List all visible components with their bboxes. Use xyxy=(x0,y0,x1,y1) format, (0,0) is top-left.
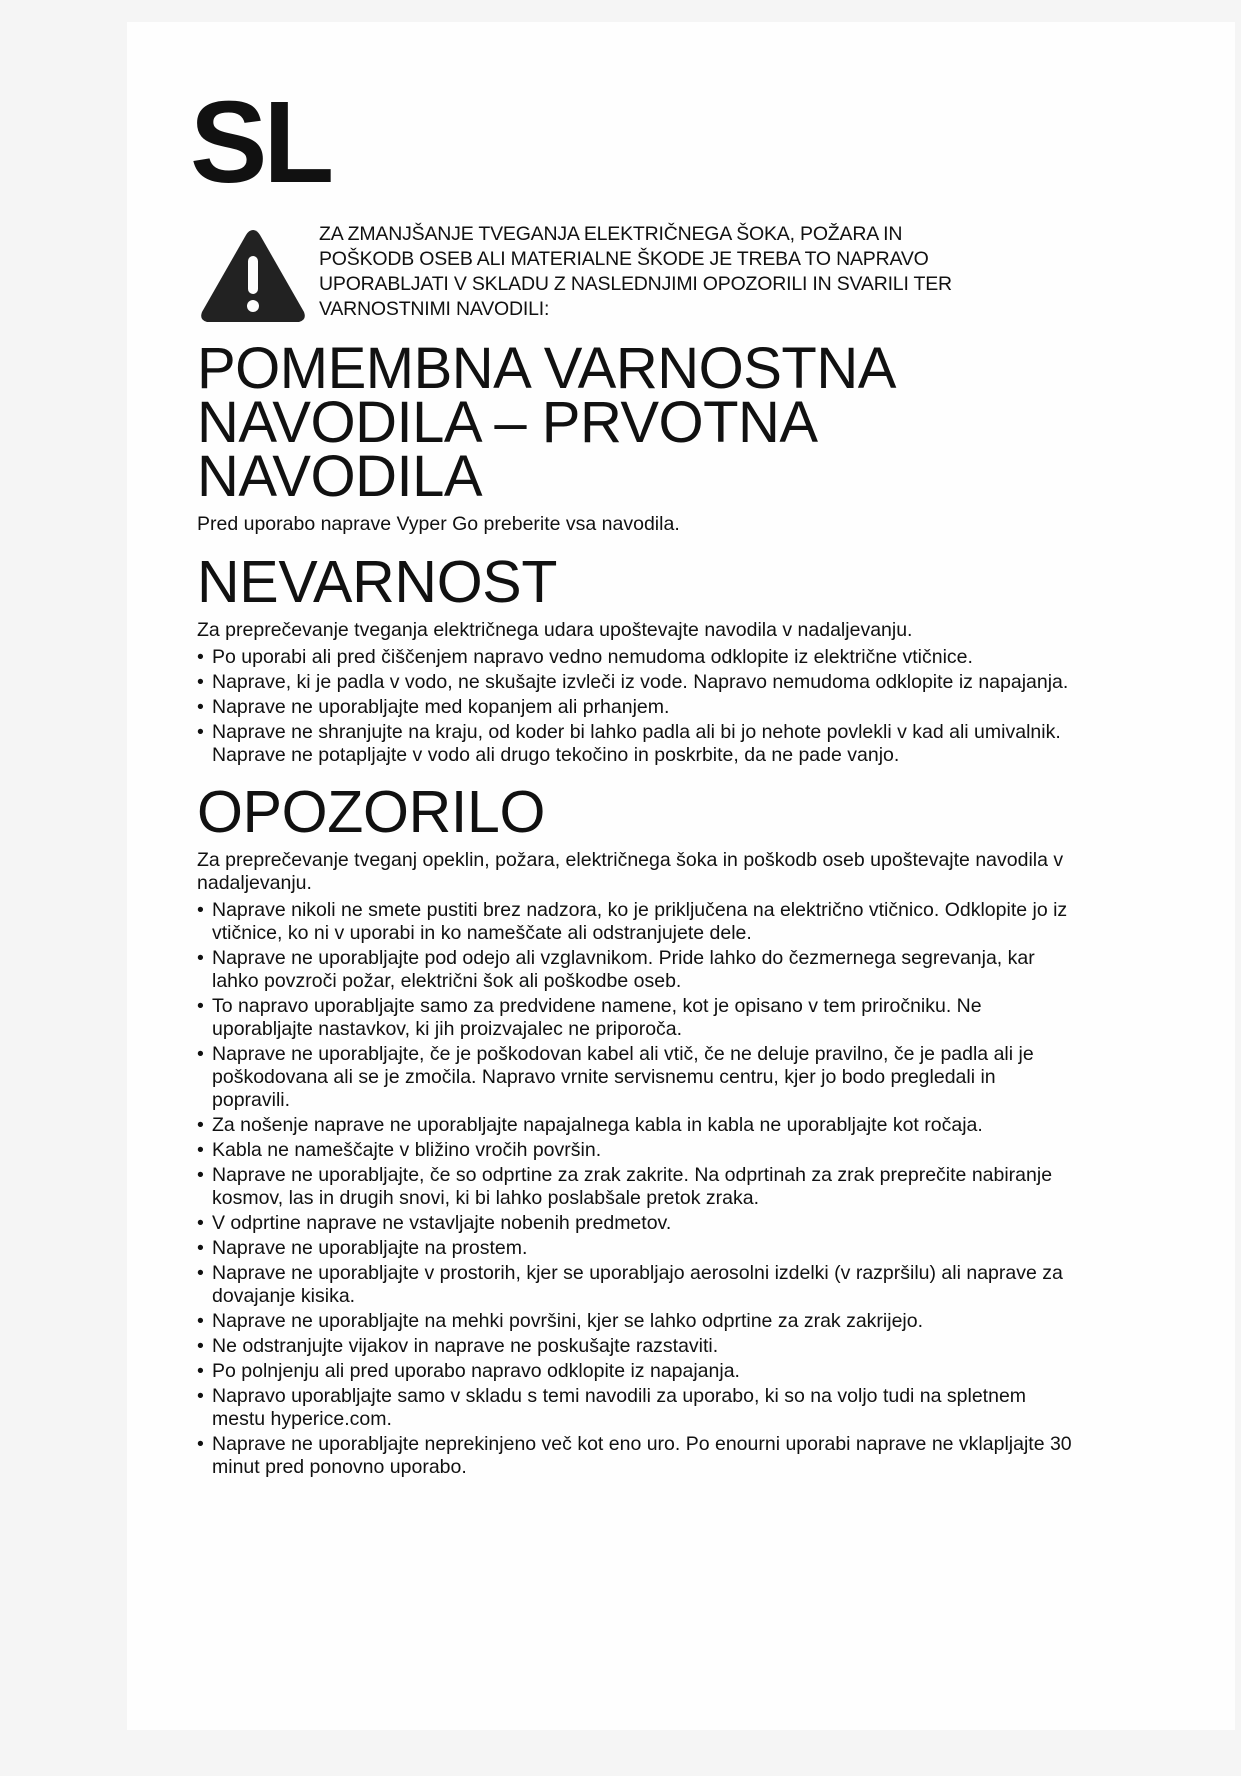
language-code: SL xyxy=(190,77,331,207)
list-item: • V odprtine naprave ne vstavljajte nobenih predmetov. xyxy=(197,1212,1077,1235)
list-item: • Naprave ne uporabljajte neprekinjeno več kot eno uro. Po enourni uporabi naprave ne vklapljajte 30 minut pred ponovno uporabo. xyxy=(197,1433,1077,1479)
list-item: • Po polnjenju ali pred uporabo napravo odklopite iz napajanja. xyxy=(197,1360,1077,1383)
main-title: POMEMBNA VARNOSTNA NAVODILA – PRVOTNA NAVODILA xyxy=(197,336,893,509)
list-item: • Po uporabi ali pred čiščenjem napravo vedno nemudoma odklopite iz električne vtičnice. xyxy=(197,646,1077,669)
list-item: • Naprave ne uporabljajte pod odejo ali vzglavnikom. Pride lahko do čezmernega segrevanja, kar lahko povzroči požar, električni šok ali poškodbe oseb. xyxy=(197,947,1077,993)
list-item: • Naprave ne shranjujte na kraju, od koder bi lahko padla ali bi jo nehote povlekli v kad ali umivalnik. Naprave ne potapljajte v vodo ali drugo tekočino in poskrbite, da ne pade vanjo. xyxy=(197,721,1077,767)
warning-section xyxy=(197,781,1077,1479)
danger-intro: Za preprečevanje tveganja električnega udara upoštevajte navodila v nadaljevanju. xyxy=(197,619,913,641)
warning-title: OPOZORILO xyxy=(197,779,546,845)
list-item: • Naprave nikoli ne smete pustiti brez nadzora, ko je priključena na električno vtičnico. Odklopite jo iz vtičnice, ko ni v uporabi in ko nameščate ali odstranjujete dele. xyxy=(197,899,1077,945)
warning-text: ZA ZMANJŠANJE TVEGANJA ELEKTRIČNEGA ŠOKA, POŽARA IN POŠKODB OSEB ALI MATERIALNE ŠKODE JE TREBA TO NAPRAVO UPORABLJATI V SKLADU Z NASLEDNJIMI OPOZORILI IN SVARILI TER VARNOSTNIMI NAVODILI: xyxy=(319,223,952,320)
danger-list xyxy=(197,646,1077,767)
warning-intro: Za preprečevanje tveganj opeklin, požara, električnega šoka in poškodb oseb upoštevajte navodila v nadaljevanju. xyxy=(197,849,1064,894)
list-item: • Naprave ne uporabljajte, če je poškodovan kabel ali vtič, če ne deluje pravilno, če je padla ali je poškodovana ali se je zmočila. Napravo vrnite servisnemu centru, kjer jo bodo pregledali in popravili. xyxy=(197,1043,1077,1112)
main-subtitle: Pred uporabo naprave Vyper Go preberite vsa navodila. xyxy=(197,513,680,535)
list-item: • Naprave, ki je padla v vodo, ne skušajte izvleči iz vode. Napravo nemudoma odklopite iz napajanja. xyxy=(197,671,1077,694)
warning-triangle-icon xyxy=(197,226,309,326)
list-item: • To napravo uporabljajte samo za predvidene namene, kot je opisano v tem priročniku. Ne uporabljajte nastavkov, ki jih proizvajalec ne priporoča. xyxy=(197,995,1077,1041)
list-item: • Naprave ne uporabljajte med kopanjem ali prhanjem. xyxy=(197,696,1077,719)
list-item: • Kabla ne nameščajte v bližino vročih površin. xyxy=(197,1139,1077,1162)
list-item: • Naprave ne uporabljajte na mehki površini, kjer se lahko odprtine za zrak zakrijejo. xyxy=(197,1310,1077,1333)
list-item: • Naprave ne uporabljajte v prostorih, kjer se uporabljajo aerosolni izdelki (v razpršilu) ali naprave za dovajanje kisika. xyxy=(197,1262,1077,1308)
list-item: • Napravo uporabljajte samo v skladu s temi navodili za uporabo, ki so na voljo tudi na spletnem mestu hyperice.com. xyxy=(197,1385,1077,1431)
danger-section xyxy=(197,551,1077,767)
list-item: • Naprave ne uporabljajte, če so odprtine za zrak zakrite. Na odprtinah za zrak preprečite nabiranje kosmov, las in drugih snovi, ki bi lahko poslabšale pretok zraka. xyxy=(197,1164,1077,1210)
document-page xyxy=(127,22,1235,1730)
warning-list xyxy=(197,899,1077,1479)
list-item: • Ne odstranjujte vijakov in naprave ne poskušajte razstaviti. xyxy=(197,1335,1077,1358)
main-content xyxy=(197,336,1077,1481)
list-item: • Za nošenje naprave ne uporabljajte napajalnega kabla in kabla ne uporabljajte kot ročaja. xyxy=(197,1114,1077,1137)
warning-notice xyxy=(197,222,957,326)
danger-title: NEVARNOST xyxy=(197,549,558,615)
list-item: • Naprave ne uporabljajte na prostem. xyxy=(197,1237,1077,1260)
